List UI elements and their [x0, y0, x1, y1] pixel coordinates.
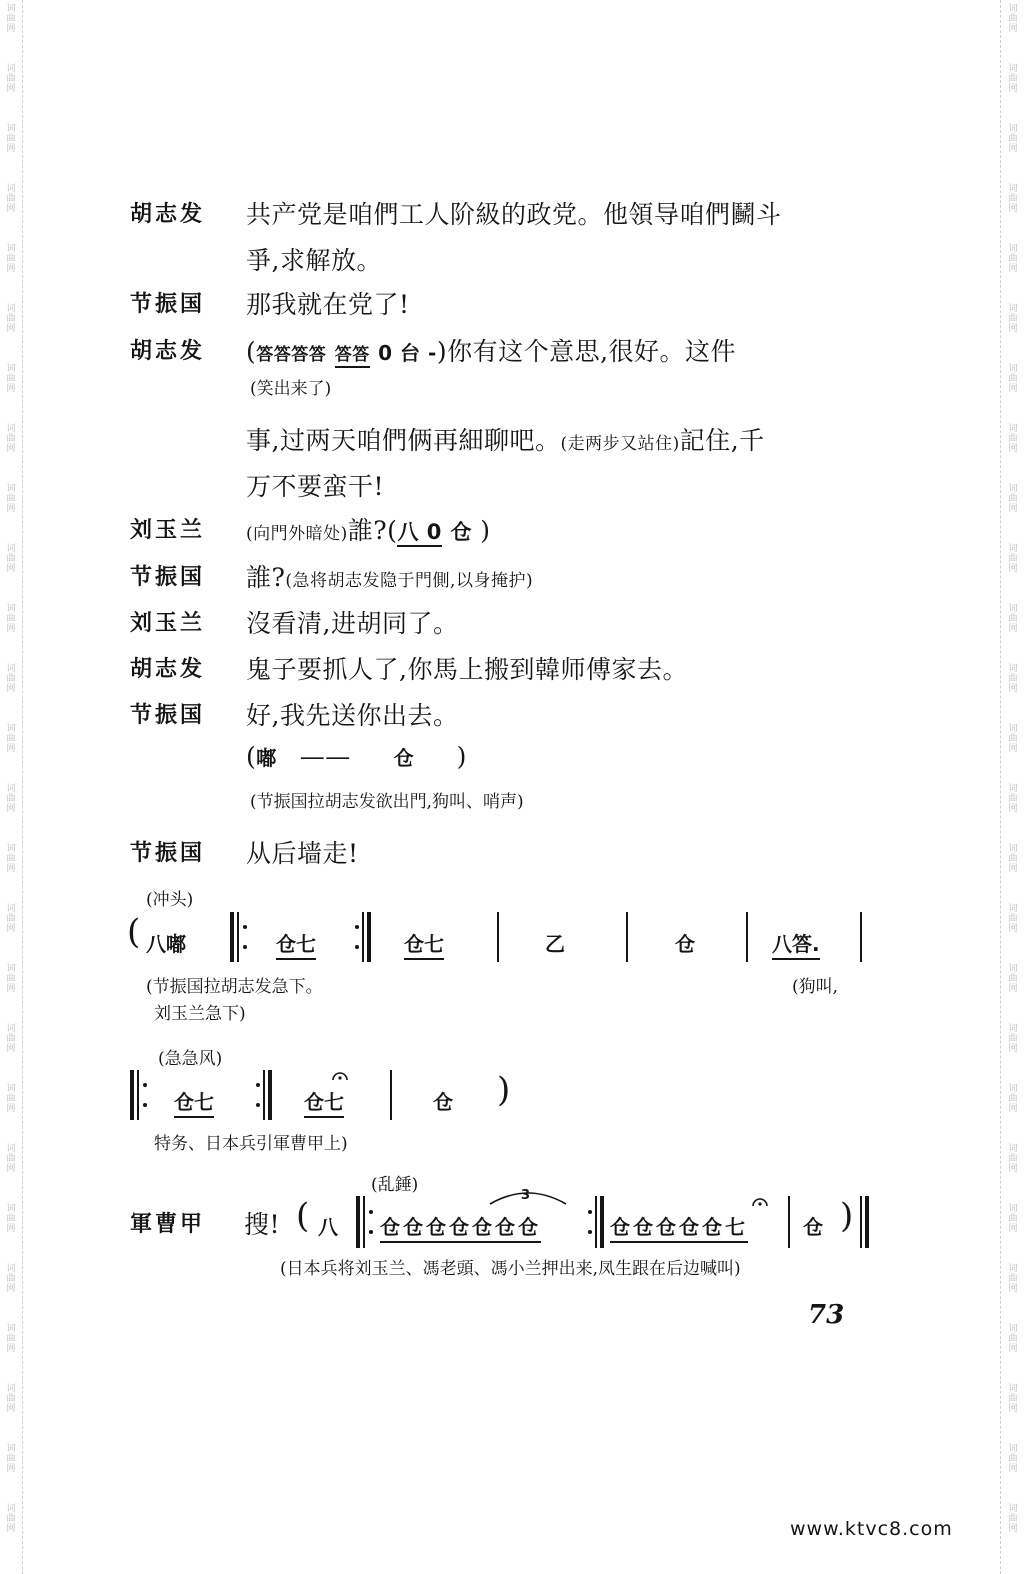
- watermark-mark: 词 曲 网: [6, 1144, 16, 1174]
- line-m3: 搜!: [244, 1210, 281, 1239]
- perc-cang: 仓: [393, 746, 415, 770]
- paren-close: ): [497, 1070, 511, 1110]
- watermark-mark: 词 曲 网: [1008, 1144, 1018, 1174]
- site-url: www.ktvc8.com: [790, 1518, 953, 1540]
- stage-walk: (走两步又站住): [560, 434, 680, 454]
- line-s3-3: 万不要蛮干!: [246, 472, 385, 501]
- fermata-icon: [752, 1192, 768, 1202]
- speaker-jie-4: 节振国: [130, 841, 206, 866]
- line-s5-text: 誰?: [246, 563, 286, 592]
- measure-4: 仓: [675, 932, 695, 956]
- repeat-bar-start: [356, 1196, 360, 1248]
- repeat-dots: [369, 1210, 373, 1234]
- watermark-mark: 词 曲 网: [6, 364, 16, 394]
- perc-cang: 仓: [450, 520, 472, 544]
- barline: [497, 912, 499, 962]
- barline: [595, 1196, 597, 1248]
- watermark-mark: 词 曲 网: [1008, 304, 1018, 334]
- speaker-jie-1: 节振国: [130, 292, 206, 317]
- barline: [860, 1196, 862, 1248]
- watermark-mark: 词 曲 网: [6, 784, 16, 814]
- watermark-mark: 词 曲 网: [6, 724, 16, 754]
- stage-exit-2: 刘玉兰急下): [154, 1004, 246, 1024]
- watermark-mark: 词 曲 网: [6, 484, 16, 514]
- line-s6: 沒看清,进胡同了。: [246, 609, 459, 638]
- watermark-mark: 词 曲 网: [1008, 964, 1018, 994]
- perc-dash: ——: [299, 742, 351, 771]
- watermark-mark: 词 曲 网: [6, 184, 16, 214]
- measure-2: 仓七: [404, 928, 444, 960]
- barline: [860, 912, 862, 962]
- repeat-dots: [256, 1083, 260, 1107]
- perc-tail: 0 台 -: [378, 341, 437, 365]
- paren-open: (: [387, 516, 398, 545]
- watermark-mark: 词 曲 网: [1008, 244, 1018, 274]
- watermark-mark: 词 曲 网: [1008, 124, 1018, 154]
- perc-du: 嘟: [256, 746, 277, 770]
- watermark-mark: 词 曲 网: [6, 604, 16, 634]
- watermark-mark: 词 曲 网: [6, 1204, 16, 1234]
- music-label-luanchui: (乱錘): [371, 1175, 419, 1195]
- paren-close: ): [840, 1196, 854, 1236]
- page-number: 73: [808, 1300, 845, 1330]
- watermark-mark: 词 曲 网: [6, 424, 16, 454]
- stage-hide: (急将胡志发隐于門側,以身掩护): [285, 571, 534, 591]
- line-s9: 从后墙走!: [246, 839, 359, 868]
- watermark-mark: 词 曲 网: [1008, 844, 1018, 874]
- measure-3: 乙: [545, 932, 565, 956]
- barline: [788, 1196, 790, 1248]
- watermark-mark: 词 曲 网: [6, 1384, 16, 1414]
- barline: [263, 1070, 265, 1120]
- line-s2: 那我就在党了!: [246, 290, 410, 319]
- watermark-mark: 词 曲 网: [1008, 1084, 1018, 1114]
- watermark-mark: 词 曲 网: [1008, 544, 1018, 574]
- paren-open: (: [127, 912, 141, 952]
- speaker-jie-3: 节振国: [130, 703, 206, 728]
- watermark-mark: 词 曲 网: [1008, 724, 1018, 754]
- line-s3-2: [246, 421, 765, 457]
- line-s5: [246, 558, 533, 594]
- measure-m3-1: 仓仓仓仓仓仓仓: [380, 1211, 541, 1243]
- repeat-bar-end: [600, 1196, 604, 1248]
- watermark-mark: 词 曲 网: [1008, 1504, 1018, 1534]
- watermark-mark: 词 曲 网: [6, 844, 16, 874]
- paren-open: (: [296, 1196, 310, 1236]
- watermark-mark: 词 曲 网: [6, 904, 16, 934]
- watermark-mark: 词 曲 网: [1008, 904, 1018, 934]
- speaker-hu-1: 胡志发: [130, 202, 206, 227]
- repeat-bar-start: [130, 1070, 134, 1120]
- barline: [237, 912, 239, 962]
- measure-0: 八嘟: [146, 932, 186, 956]
- repeat-bar-start: [230, 912, 234, 962]
- watermark-mark: 词 曲 网: [1008, 784, 1018, 814]
- repeat-dots: [588, 1210, 592, 1234]
- measure-1: 仓七: [276, 928, 316, 960]
- watermark-mark: 词 曲 网: [1008, 1264, 1018, 1294]
- stage-arrest: (日本兵将刘玉兰、馮老頭、馮小兰押出来,凤生跟在后边喊叫): [280, 1259, 741, 1279]
- watermark-mark: 词 曲 网: [1008, 1444, 1018, 1474]
- measure-m2-3: 仓: [433, 1090, 453, 1114]
- watermark-mark: 词 曲 网: [6, 664, 16, 694]
- watermark-mark: 词 曲 网: [6, 544, 16, 574]
- watermark-mark: 词 曲 网: [1008, 184, 1018, 214]
- fermata-icon: [332, 1066, 348, 1076]
- line-s3-2a: 事,过两天咱們俩再細聊吧。: [246, 426, 561, 455]
- watermark-mark: 词 曲 网: [6, 1084, 16, 1114]
- perc-ba-zero: 八 0: [397, 520, 441, 547]
- speaker-sergeant: 軍曹甲: [130, 1212, 206, 1237]
- perc-da: 答答答答: [256, 345, 327, 365]
- watermark-mark: 词 曲 网: [6, 1324, 16, 1354]
- watermark-mark: 词 曲 网: [1008, 64, 1018, 94]
- watermark-mark: 词 曲 网: [1008, 424, 1018, 454]
- music-label-jijifeng: (急急风): [158, 1049, 223, 1069]
- paren-close: ): [436, 337, 448, 366]
- watermark-mark: 词 曲 网: [6, 4, 16, 34]
- watermark-mark: 词 曲 网: [6, 964, 16, 994]
- final-barline: [865, 1196, 869, 1248]
- watermark-mark: 词 曲 网: [6, 1024, 16, 1054]
- speaker-hu-3: 胡志发: [130, 657, 206, 682]
- watermark-mark: 词 曲 网: [6, 1444, 16, 1474]
- line-s1-1: 共产党是咱們工人阶級的政党。他領导咱們鬭斗: [246, 200, 782, 229]
- repeat-bar-end: [367, 912, 371, 962]
- perc-line-s8: [246, 742, 467, 771]
- watermark-mark: 词 曲 网: [1008, 664, 1018, 694]
- measure-m2-1: 仓七: [174, 1086, 214, 1118]
- watermark-mark: 词 曲 网: [1008, 364, 1018, 394]
- repeat-dots: [243, 925, 247, 949]
- watermark-mark: 词 曲 网: [1008, 1384, 1018, 1414]
- barline: [363, 1196, 365, 1248]
- watermark-mark: 词 曲 网: [6, 304, 16, 334]
- watermark-mark: 词 曲 网: [6, 124, 16, 154]
- speaker-jie-2: 节振国: [130, 565, 206, 590]
- measure-m2-2: 仓七: [304, 1086, 344, 1118]
- line-s1-2: 爭,求解放。: [246, 246, 382, 275]
- paren-open: (: [246, 337, 257, 366]
- stage-enter: 特务、日本兵引軍曹甲上): [154, 1134, 348, 1154]
- watermark-mark: 词 曲 网: [1008, 1204, 1018, 1234]
- line-s4: [246, 511, 491, 547]
- watermark-mark: 词 曲 网: [1008, 484, 1018, 514]
- paren-close: ): [456, 742, 467, 771]
- line-s4-text: 誰?: [347, 516, 388, 545]
- watermark-mark: 词 曲 网: [1008, 1324, 1018, 1354]
- watermark-mark: 词 曲 网: [6, 1504, 16, 1534]
- triplet-number: 3: [521, 1188, 531, 1203]
- barline: [390, 1070, 392, 1120]
- line-s8: 好,我先送你出去。: [246, 701, 459, 730]
- measure-5: 八答.: [772, 928, 820, 960]
- watermark-mark: 词 曲 网: [6, 244, 16, 274]
- barline: [746, 912, 748, 962]
- stage-dog-bark: (节振国拉胡志发欲出門,狗叫、哨声): [250, 792, 524, 812]
- watermark-mark: 词 曲 网: [1008, 604, 1018, 634]
- watermark-mark: 词 曲 网: [6, 64, 16, 94]
- line-s7: 鬼子要抓人了,你馬上搬到韓师傅家去。: [246, 655, 688, 684]
- perc-da-underlined: 答答: [335, 345, 370, 368]
- barline: [137, 1070, 139, 1120]
- speaker-liu-2: 刘玉兰: [130, 611, 206, 636]
- repeat-dots: [355, 925, 359, 949]
- measure-m3-2: 仓仓仓仓仓七: [610, 1211, 748, 1243]
- line-s3-2b: 記住,千: [679, 426, 765, 455]
- speaker-liu-1: 刘玉兰: [130, 518, 206, 543]
- paren-close: ): [480, 516, 491, 545]
- watermark-mark: 词 曲 网: [1008, 1024, 1018, 1054]
- watermark-mark: 词 曲 网: [6, 1264, 16, 1294]
- stage-exit-1: (节振国拉胡志发急下。: [146, 977, 323, 997]
- watermark-mark: 词 曲 网: [1008, 4, 1018, 34]
- line-s3-text: 你有这个意思,很好。这件: [447, 337, 737, 366]
- barline: [626, 912, 628, 962]
- repeat-dots: [143, 1083, 147, 1107]
- paren-open: (: [246, 742, 257, 771]
- perc-ba: 八: [318, 1215, 338, 1239]
- line-s3-1: [246, 332, 736, 368]
- barline: [362, 912, 364, 962]
- repeat-bar-end: [268, 1070, 272, 1120]
- stage-laugh: (笑出来了): [250, 379, 332, 399]
- speaker-hu-2: 胡志发: [130, 339, 206, 364]
- stage-toward-door: (向門外暗处): [246, 524, 348, 544]
- measure-m3-3: 仓: [803, 1215, 823, 1239]
- stage-dog-2: (狗叫,: [792, 977, 839, 997]
- music-label-chongtou: (冲头): [146, 890, 194, 910]
